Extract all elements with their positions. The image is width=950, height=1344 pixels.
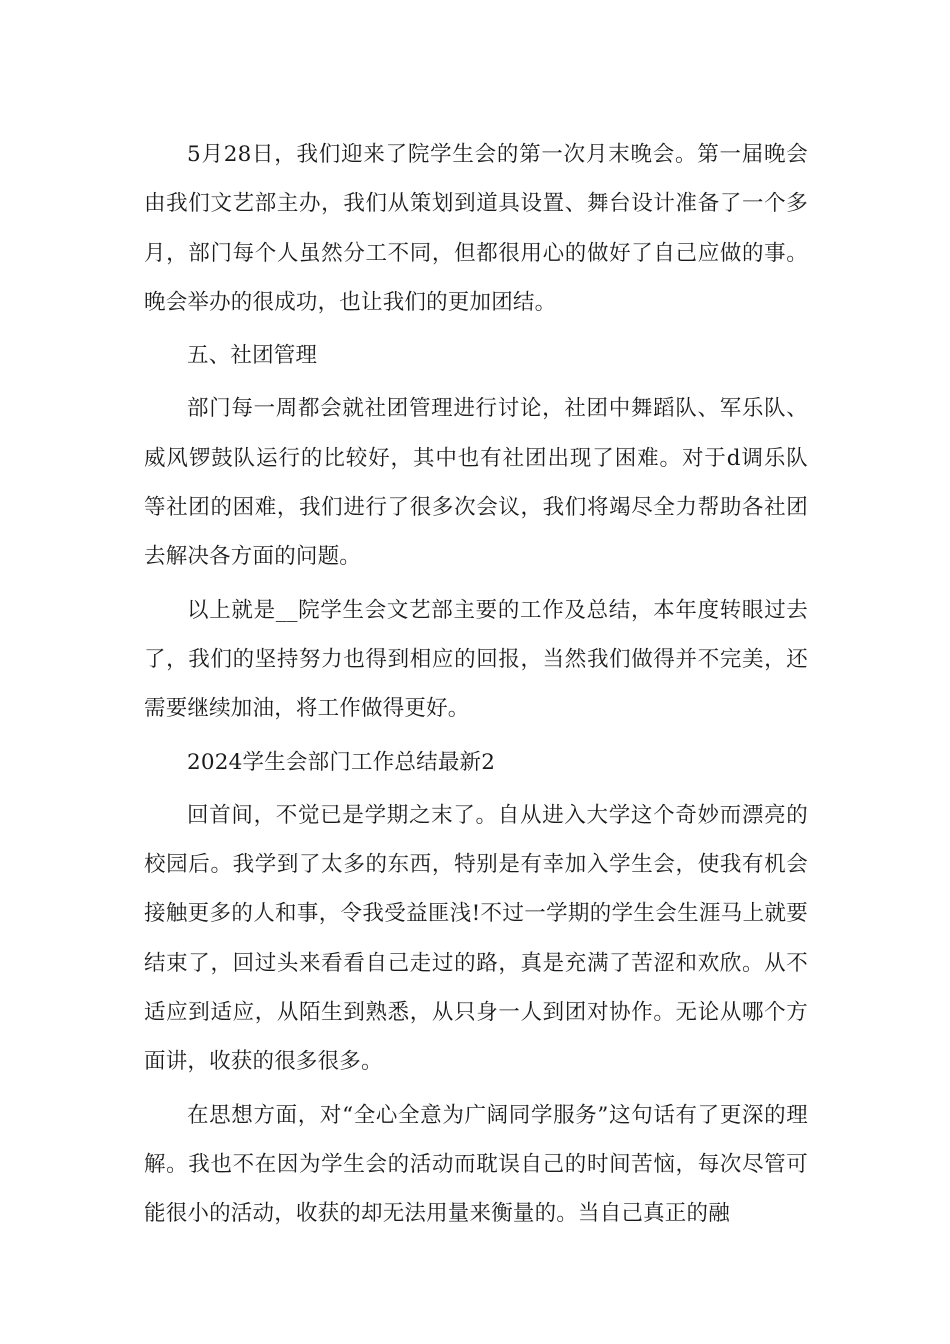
section-heading-summary-2: 2024学生会部门工作总结最新2: [187, 749, 496, 775]
paragraph-evening-gala: 5月28日，我们迎来了院学生会的第一次月末晚会。第一届晚会由我们文艺部主办，我们从策划到道具设置、舞台设计准备了一个多月，部门每个人虽然分工不同，但都很用心的做好了自己应做的事。晚会举办的很成功，也让我们的更加团结。: [144, 142, 808, 315]
section-heading-club-management: 五、社团管理: [187, 343, 318, 369]
paragraph-club-management: 部门每一周都会就社团管理进行讨论，社团中舞蹈队、军乐队、威风锣鼓队运行的比较好，其中也有社团出现了困难。对于d调乐队等社团的困难，我们进行了很多次会议，我们将竭尽全力帮助各社团去解决各方面的问题。: [144, 396, 808, 570]
paragraph-thoughts: 在思想方面，对“全心全意为广阔同学服务”这句话有了更深的理解。我也不在因为学生会的活动而耽误自己的时间苦恼，每次尽管可能很小的活动，收获的却无法用量来衡量的。当自己真正的融: [144, 1102, 808, 1227]
document-body: [144, 130, 808, 1239]
paragraph-summary: 以上就是__院学生会文艺部主要的工作及总结，本年度转眼过去了，我们的坚持努力也得到相应的回报，当然我们做得并不完美，还需要继续加油，将工作做得更好。: [144, 597, 808, 722]
paragraph-looking-back: 回首间，不觉已是学期之末了。自从进入大学这个奇妙而漂亮的校园后。我学到了太多的东西，特别是有幸加入学生会，使我有机会接触更多的人和事，令我受益匪浅!不过一学期的学生会生涯马上就要结束了，回过头来看看自己走过的路，真是充满了苦涩和欢欣。从不适应到适应，从陌生到熟悉，从只身一人到团对协作。无论从哪个方面讲，收获的很多很多。: [144, 802, 808, 1075]
